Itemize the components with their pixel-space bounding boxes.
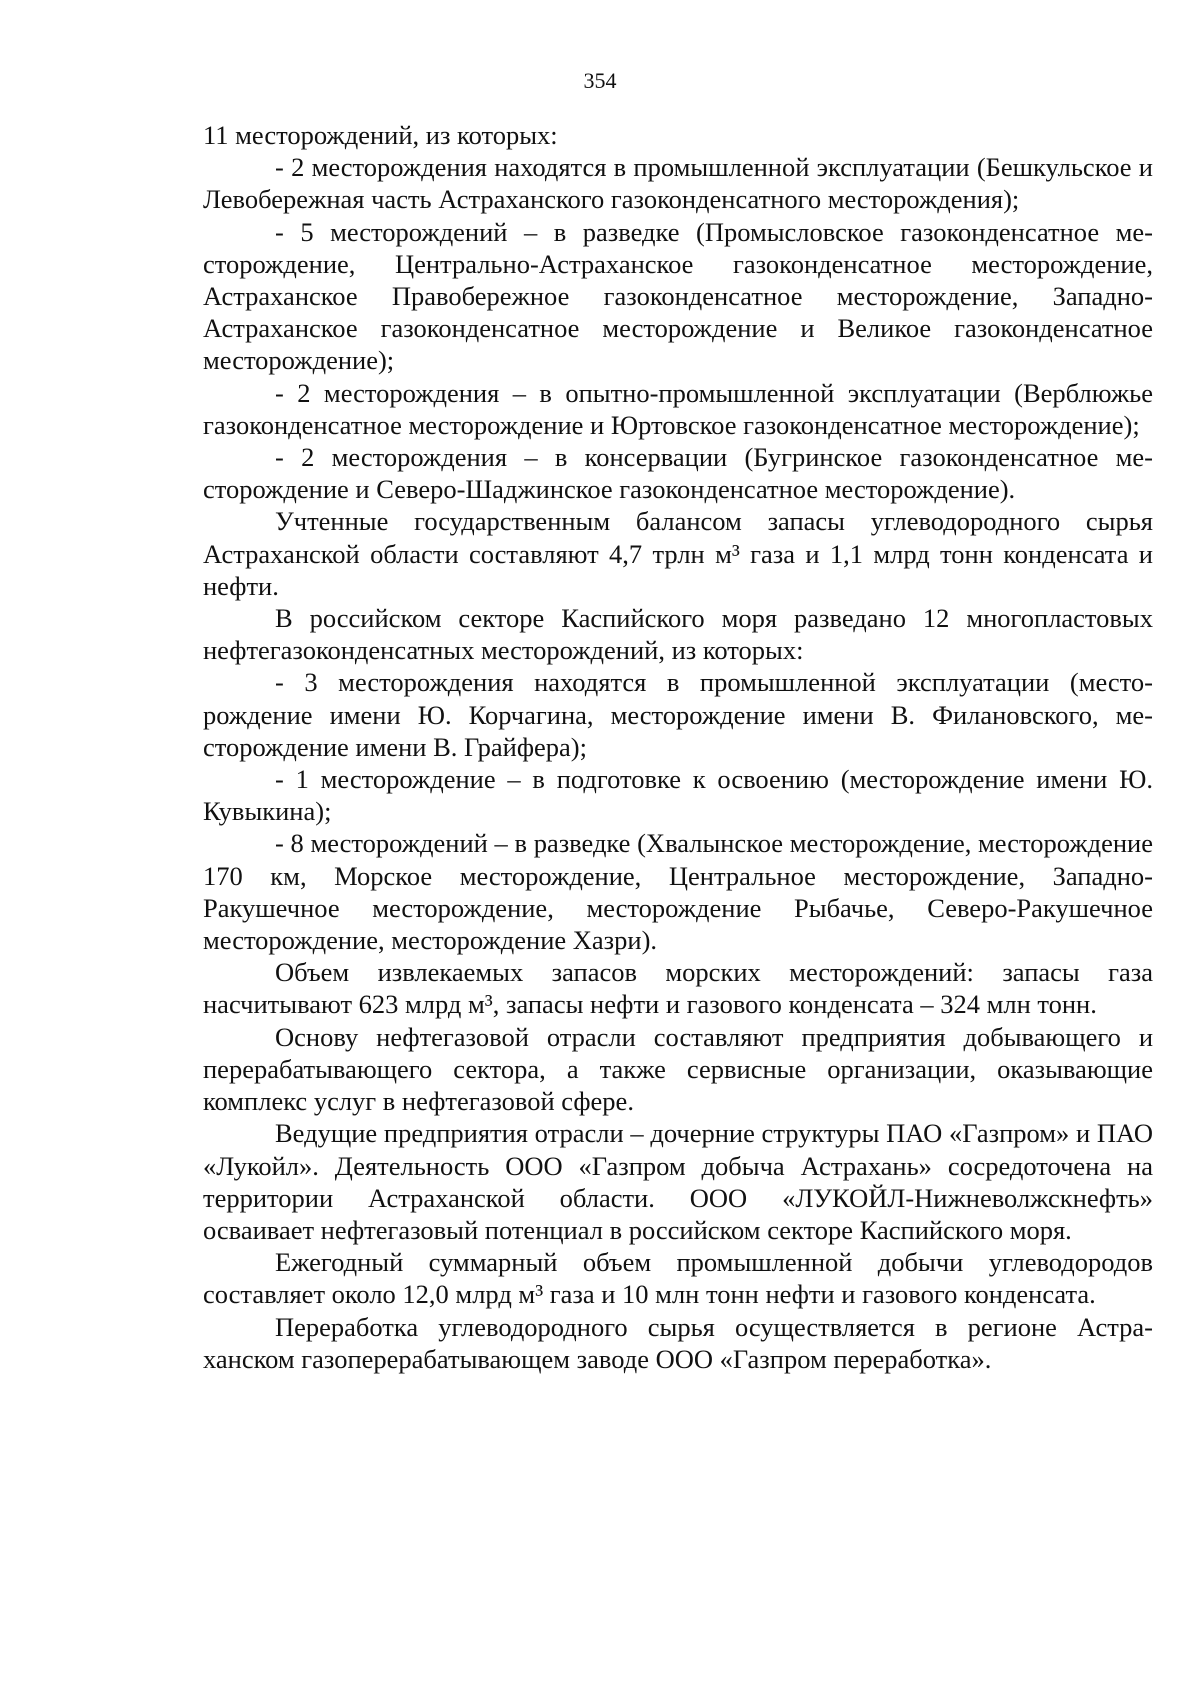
list-item: - 2 месторождения – в опытно-промышленной эксплуатации (Верблюжье газоконденсатное месторождение и Юртовское газоконденсатное месторождение);: [203, 377, 1153, 440]
list-item: - 5 месторождений – в разведке (Промысловское газоконденсатное месторождение, Центрально-Астраханское газоконденсатное месторождение, Астраханское Правобережное газоконденсатное месторождение, Западно-Астраханское газоконденсатное месторождение и Великое газоконденсатное месторождение);: [203, 216, 1153, 376]
document-body: [203, 119, 1153, 1375]
paragraph: Объем извлекаемых запасов морских месторождений: запасы газа насчитывают 623 млрд м³, запасы нефти и газового конденсата – 324 млн тонн.: [203, 957, 1153, 1020]
paragraph: 11 месторождений, из которых:: [203, 120, 558, 150]
list-item: - 1 месторождение – в подготовке к освоению (месторождение имени Ю. Кувыкина);: [203, 764, 1153, 827]
paragraph: Учтенные государственным балансом запасы углеводородного сырья Астраханской области составляют 4,7 трлн м³ газа и 1,1 млрд тонн конденсата и нефти.: [203, 506, 1153, 601]
paragraph: Ежегодный суммарный объем промышленной добычи углеводородов составляет около 12,0 млрд м³ газа и 10 млн тонн нефти и газового конденсата.: [203, 1247, 1153, 1310]
list-item: - 3 месторождения находятся в промышленной эксплуатации (месторождение имени Ю. Корчагина, месторождение имени В. Филановского, месторождение имени В. Грайфера);: [203, 667, 1153, 762]
paragraph: В российском секторе Каспийского моря разведано 12 многопластовых нефтегазоконденсатных месторождений, из которых:: [203, 603, 1153, 666]
paragraph: Переработка углеводородного сырья осуществляется в регионе Астраханском газоперерабатывающем заводе ООО «Газпром переработка».: [203, 1311, 1153, 1374]
paragraph: Ведущие предприятия отрасли – дочерние структуры ПАО «Газпром» и ПАО «Лукойл». Деятельность ООО «Газпром добыча Астрахань» сосредоточена на территории Астраханской области. ООО «ЛУКОЙЛ-Нижневолжскнефть» осваивает нефтегазовый потенциал в российском секторе Каспийского моря.: [203, 1118, 1153, 1245]
page-number: 354: [583, 68, 617, 93]
list-item: - 8 месторождений – в разведке (Хвалынское месторождение, месторождение 170 км, Морское месторождение, Центральное месторождение, Западно-Ракушечное месторождение, месторождение Рыбачье, Северо-Ракушечное месторождение, месторождение Хазри).: [203, 828, 1153, 956]
paragraph: Основу нефтегазовой отрасли составляют предприятия добывающего и перерабатывающего сектора, а также сервисные организации, оказывающие комплекс услуг в нефтегазовой сфере.: [203, 1021, 1153, 1117]
list-item: - 2 месторождения – в консервации (Бугринское газоконденсатное месторождение и Северо-Шаджинское газоконденсатное месторождение).: [203, 442, 1153, 505]
list-item: - 2 месторождения находятся в промышленной эксплуатации (Бешкульское и Левобережная часть Астраханского газоконденсатного месторождения);: [203, 152, 1153, 215]
